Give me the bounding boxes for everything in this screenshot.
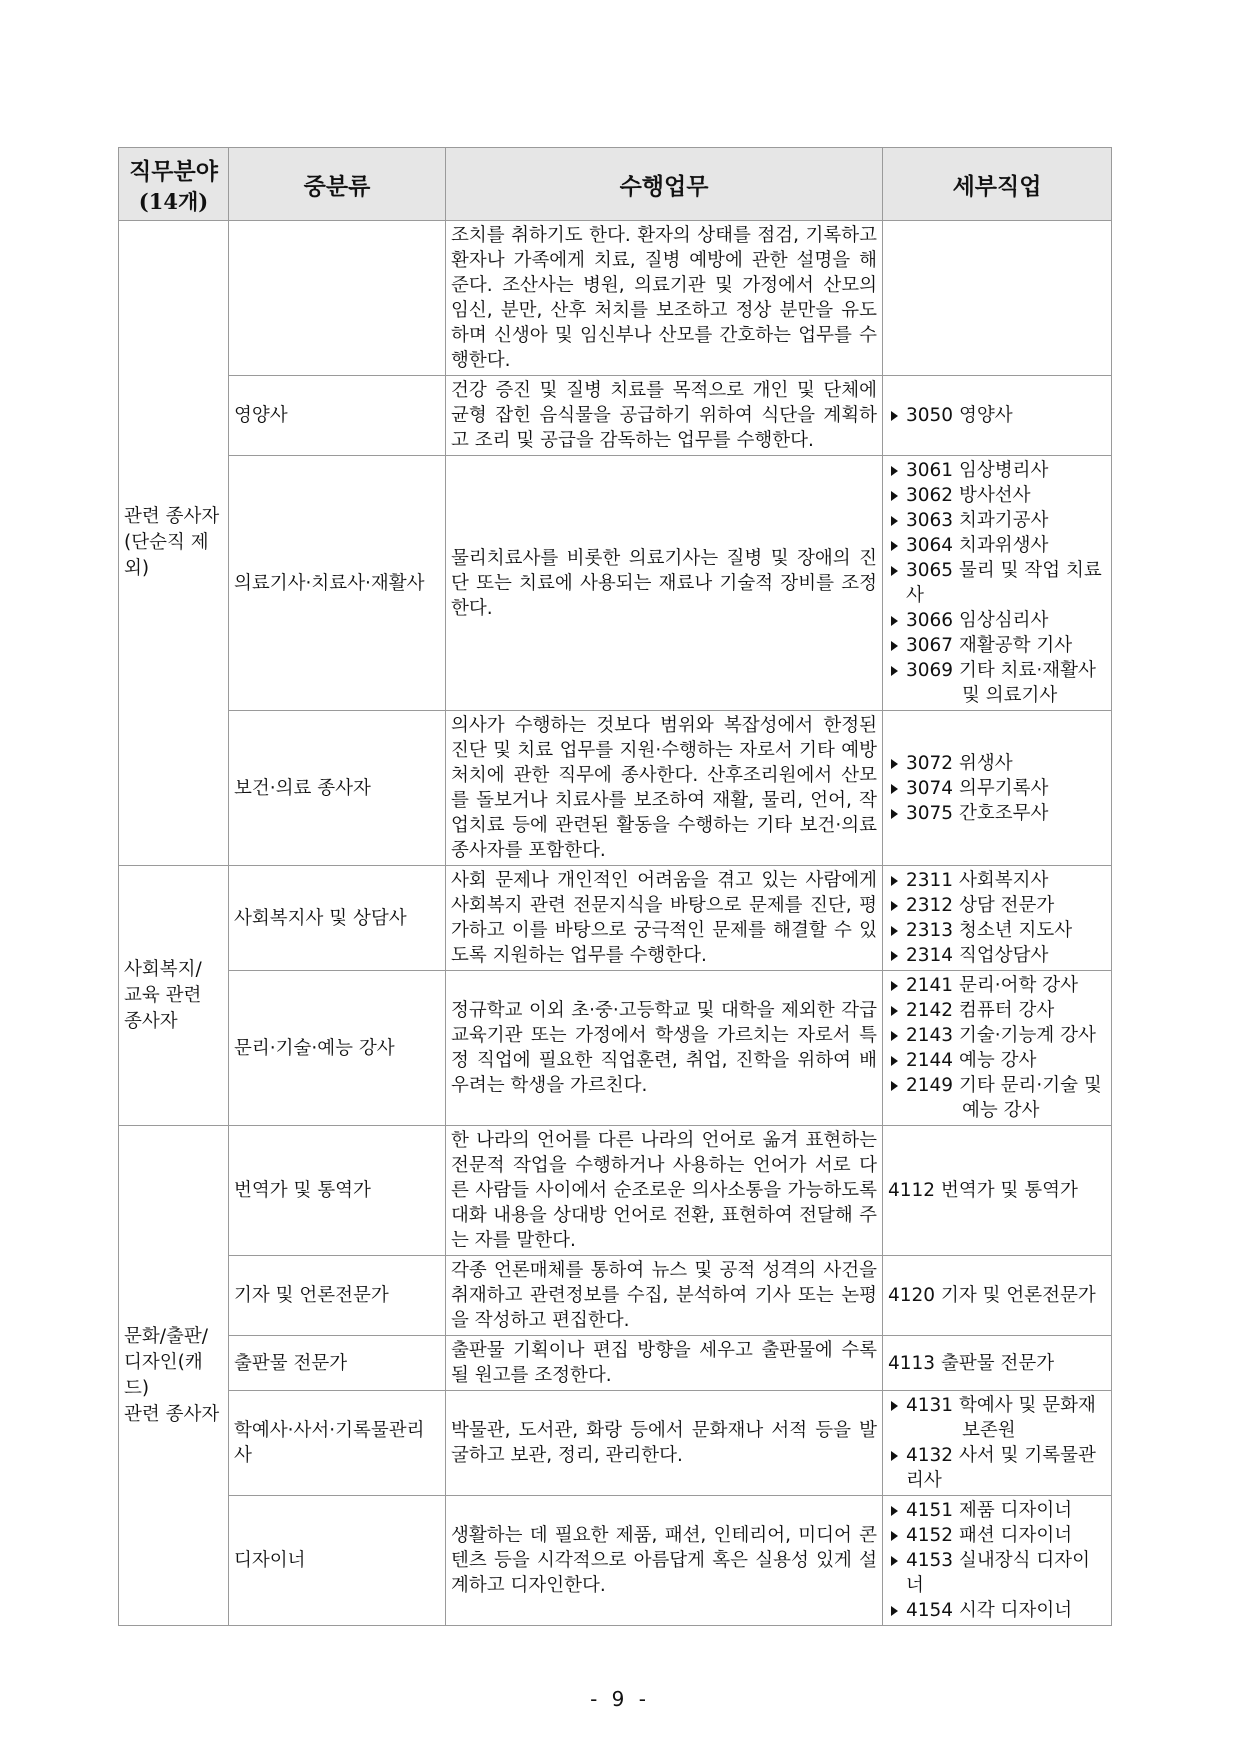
job-list [888,1178,1106,1203]
triangle-bullet-icon [891,1556,898,1566]
detailed-jobs-cell [883,221,1112,376]
detailed-jobs-cell [883,866,1112,971]
job-label-continuation: 보존원 [962,1420,1016,1441]
middle-category-cell: 사회복지사 및 상담사 [229,866,446,971]
job-label: 2144 예능 강사 [906,1050,1037,1071]
job-label: 4113 출판물 전문가 [888,1352,1055,1374]
table-row [119,221,1112,376]
detailed-jobs-cell [883,1256,1112,1336]
triangle-bullet-icon [891,1056,898,1066]
job-classification-table [118,147,1112,1626]
detailed-jobs-cell [883,456,1112,711]
field-cell: 관련 종사자 (단순직 제외) [119,221,229,866]
job-list-item [888,868,1106,893]
header-duty: 수행업무 [446,148,883,221]
job-list [888,1283,1106,1308]
job-label: 4120 기자 및 언론전문가 [888,1285,1096,1306]
job-label: 4153 실내장식 디자이너 [906,1550,1090,1596]
job-label: 2142 컴퓨터 강사 [906,1000,1055,1021]
triangle-bullet-icon [891,1451,898,1461]
job-list-item [888,403,1106,428]
detailed-jobs-cell [883,1126,1112,1256]
job-list-item [888,1048,1106,1073]
field-cell: 문화/출판/ 디자인(캐드) 관련 종사자 [119,1126,229,1626]
middle-category-cell: 디자이너 [229,1496,446,1626]
job-list-item [888,1178,1106,1203]
job-list [888,868,1106,968]
job-list-item [888,608,1106,633]
job-label: 3067 재활공학 기사 [906,635,1073,656]
job-label: 3069 기타 치료·재활사 [906,660,1096,681]
table-row [119,866,1112,971]
job-label: 3072 위생사 [906,752,1013,774]
job-list-item [888,633,1106,658]
job-list-item [888,943,1106,968]
job-list-item [888,1283,1106,1308]
triangle-bullet-icon [891,1606,898,1616]
job-list-item [888,508,1106,533]
job-list-item [888,751,1106,776]
triangle-bullet-icon [891,491,898,501]
job-label: 4152 패션 디자이너 [906,1525,1073,1546]
job-list-item [888,801,1106,826]
duty-cell: 조치를 취하기도 한다. 환자의 상태를 점검, 기록하고 환자나 가족에게 치료, 질병 예방에 관한 설명을 해 준다. 조산사는 병원, 의료기관 및 가정에서 산모의 임신, 분만, 산후 처치를 보조하고 정상 분만을 유도하며 신생아 및 임신부나 산모를 간호하는 업무를 수행한다. [446,221,883,376]
job-list-item [888,1351,1106,1376]
job-list-item [888,1023,1106,1048]
duty-cell: 정규학교 이외 초·중·고등학교 및 대학을 제외한 각급 교육기관 또는 가정에서 학생을 가르치는 자로서 특정 직업에 필요한 직업훈련, 취업, 진학을 위하여 배우려는 학생을 가르친다. [446,971,883,1126]
triangle-bullet-icon [891,1031,898,1041]
duty-cell: 박물관, 도서관, 화랑 등에서 문화재나 서적 등을 발굴하고 보관, 정리, 관리한다. [446,1391,883,1496]
job-list-item [888,1073,1106,1123]
job-label: 3062 방사선사 [906,485,1031,506]
triangle-bullet-icon [891,1531,898,1541]
detailed-jobs-cell [883,971,1112,1126]
middle-category-cell: 문리·기술·예능 강사 [229,971,446,1126]
triangle-bullet-icon [891,666,898,676]
triangle-bullet-icon [891,809,898,819]
job-list-item [888,1393,1106,1443]
duty-cell: 물리치료사를 비롯한 의료기사는 질병 및 장애의 진단 또는 치료에 사용되는 재료나 기술적 장비를 조정한다. [446,456,883,711]
job-label: 3064 치과위생사 [906,535,1049,556]
job-list-item [888,483,1106,508]
job-list [888,403,1106,428]
triangle-bullet-icon [891,1081,898,1091]
job-list-item [888,533,1106,558]
detailed-jobs-cell [883,1391,1112,1496]
duty-cell: 생활하는 데 필요한 제품, 패션, 인테리어, 미디어 콘텐츠 등을 시각적으로 아름답게 혹은 실용성 있게 설계하고 디자인한다. [446,1496,883,1626]
triangle-bullet-icon [891,641,898,651]
triangle-bullet-icon [891,951,898,961]
table-row [119,1256,1112,1336]
triangle-bullet-icon [891,759,898,769]
job-list [888,1498,1106,1623]
job-label: 3050 영양사 [906,405,1013,426]
table-row [119,1496,1112,1626]
triangle-bullet-icon [891,541,898,551]
field-cell: 사회복지/ 교육 관련 종사자 [119,866,229,1126]
job-list-item [888,658,1106,708]
table-row [119,1336,1112,1391]
table-body [119,221,1112,1626]
job-label: 2313 청소년 지도사 [906,920,1073,941]
job-label: 4154 시각 디자이너 [906,1600,1073,1621]
triangle-bullet-icon [891,516,898,526]
job-list-item [888,1498,1106,1523]
duty-cell: 의사가 수행하는 것보다 범위와 복잡성에서 한정된 진단 및 치료 업무를 지원·수행하는 자로서 기타 예방 처치에 관한 직무에 종사한다. 산후조리원에서 산모를 돌보거나 치료사를 보조하여 재활, 물리, 언어, 작업치료 등에 관련된 활동을 수행하는 기타 보건·의료 종사자를 포함한다. [446,711,883,866]
table-row [119,1126,1112,1256]
table-row [119,711,1112,866]
job-label: 3063 치과기공사 [906,510,1049,531]
duty-cell: 출판물 기획이나 편집 방향을 세우고 출판물에 수록될 원고를 조정한다. [446,1336,883,1391]
job-list [888,751,1106,826]
job-label: 3066 임상심리사 [906,610,1049,631]
detailed-jobs-cell [883,376,1112,456]
job-label: 3061 임상병리사 [906,460,1049,481]
job-list [888,458,1106,708]
job-list-item [888,998,1106,1023]
job-label: 2141 문리·어학 강사 [906,975,1078,996]
triangle-bullet-icon [891,876,898,886]
detailed-jobs-cell [883,1336,1112,1391]
middle-category-cell: 의료기사·치료사·재활사 [229,456,446,711]
triangle-bullet-icon [891,566,898,576]
duty-cell: 건강 증진 및 질병 치료를 목적으로 개인 및 단체에 균형 잡힌 음식물을 공급하기 위하여 식단을 계획하고 조리 및 공급을 감독하는 업무를 수행한다. [446,376,883,456]
triangle-bullet-icon [891,926,898,936]
job-label: 2149 기타 문리·기술 및 [906,1075,1102,1096]
job-list-item [888,1443,1106,1493]
detailed-jobs-cell [883,1496,1112,1626]
job-list-item [888,1523,1106,1548]
job-label: 2314 직업상담사 [906,945,1049,966]
header-middle-category: 중분류 [229,148,446,221]
table-row [119,1391,1112,1496]
header-detailed-jobs: 세부직업 [883,148,1112,221]
triangle-bullet-icon [891,1401,898,1411]
job-label: 4151 제품 디자이너 [906,1500,1073,1521]
table-row [119,971,1112,1126]
triangle-bullet-icon [891,784,898,794]
middle-category-cell: 영양사 [229,376,446,456]
job-list-item [888,918,1106,943]
header-field: 직무분야 (14개) [119,148,229,221]
triangle-bullet-icon [891,901,898,911]
job-list-item [888,458,1106,483]
job-list [888,1393,1106,1493]
middle-category-cell: 출판물 전문가 [229,1336,446,1391]
middle-category-cell: 기자 및 언론전문가 [229,1256,446,1336]
middle-category-cell: 학예사·사서·기록물관리사 [229,1391,446,1496]
job-label: 3065 물리 및 작업 치료사 [906,560,1102,606]
job-label: 2312 상담 전문가 [906,895,1055,916]
triangle-bullet-icon [891,616,898,626]
job-label-continuation: 예능 강사 [962,1100,1040,1121]
triangle-bullet-icon [891,1006,898,1016]
job-list-item [888,776,1106,801]
job-label: 3075 간호조무사 [906,802,1049,824]
table-row [119,376,1112,456]
job-list [888,973,1106,1123]
duty-cell: 한 나라의 언어를 다른 나라의 언어로 옮겨 표현하는 전문적 작업을 수행하거나 사용하는 언어가 서로 다른 사람들 사이에서 순조로운 의사소통을 가능하도록 대화 내용을 상대방 언어로 전환, 표현하여 전달해 주는 자를 말한다. [446,1126,883,1256]
job-label: 4131 학예사 및 문화재 [906,1395,1096,1416]
job-label: 3074 의무기록사 [906,777,1049,799]
job-table-container [118,147,1111,1626]
job-label: 2143 기술·기능계 강사 [906,1025,1096,1046]
table-header-row [119,148,1112,221]
job-list-item [888,973,1106,998]
job-list [888,1351,1106,1376]
triangle-bullet-icon [891,1506,898,1516]
job-list-item [888,558,1106,608]
page-number: - 9 - [590,1687,650,1711]
triangle-bullet-icon [891,466,898,476]
detailed-jobs-cell [883,711,1112,866]
duty-cell: 각종 언론매체를 통하여 뉴스 및 공적 성격의 사건을 취재하고 관련정보를 수집, 분석하여 기사 또는 논평을 작성하고 편집한다. [446,1256,883,1336]
job-label-continuation: 및 의료기사 [962,685,1058,706]
duty-cell: 사회 문제나 개인적인 어려움을 겪고 있는 사람에게 사회복지 관련 전문지식을 바탕으로 문제를 진단, 평가하고 이를 바탕으로 궁극적인 문제를 해결할 수 있도록 지원하는 업무를 수행한다. [446,866,883,971]
table-row [119,456,1112,711]
triangle-bullet-icon [891,981,898,991]
job-label: 4112 번역가 및 통역가 [888,1180,1078,1201]
job-label: 4132 사서 및 기록물관리사 [906,1445,1096,1491]
job-list-item [888,1598,1106,1623]
job-list-item [888,893,1106,918]
job-list-item [888,1548,1106,1598]
triangle-bullet-icon [891,411,898,421]
job-label: 2311 사회복지사 [906,870,1049,891]
middle-category-cell: 보건·의료 종사자 [229,711,446,866]
middle-category-cell: 번역가 및 통역가 [229,1126,446,1256]
middle-category-cell [229,221,446,376]
